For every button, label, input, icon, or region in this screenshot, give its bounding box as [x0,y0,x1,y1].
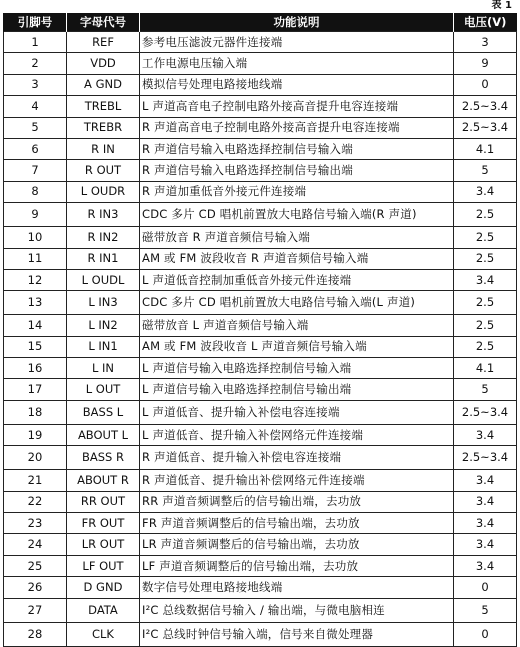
table-row [4,358,517,379]
pin-function: I²C 总线数据信号输入 / 输出端，与微电脑相连 [140,598,454,622]
pin-code: L IN1 [67,336,140,357]
header-voltage: 电压(V) [454,13,517,32]
pin-function: L 声道低音、提升输入补偿电容连接端 [140,400,454,424]
pin-number: 14 [4,315,67,336]
pin-function: L 声道低音、提升输入补偿网络元件连接端 [140,424,454,445]
pin-number: 25 [4,555,67,576]
table-row [4,446,517,470]
table-row [4,622,517,646]
pin-code: L OUDL [67,269,140,290]
table-row [4,400,517,424]
pin-number: 19 [4,424,67,445]
table-row [4,491,517,512]
table-row [4,424,517,445]
pin-number: 11 [4,248,67,269]
pin-voltage: 2.5~3.4 [454,446,517,470]
pin-code: A GND [67,74,140,95]
header-code: 字母代号 [67,13,140,32]
pin-code: FR OUT [67,513,140,534]
pin-number: 8 [4,181,67,202]
table-row [4,138,517,159]
pin-function: 模拟信号处理电路接地线端 [140,74,454,95]
pin-function: L 声道低音控制加重低音外接元件连接端 [140,269,454,290]
table-row [4,32,517,53]
pin-code: CLK [67,622,140,646]
pin-voltage: 2.5~3.4 [454,96,517,117]
pin-code: RR OUT [67,491,140,512]
table-row [4,555,517,576]
pin-code: BASS L [67,400,140,424]
pin-function: 磁带放音 R 声道音频信号输入端 [140,227,454,248]
table-row [4,315,517,336]
pin-voltage: 3.4 [454,491,517,512]
pin-function: R 声道低音、提升输入补偿电容连接端 [140,446,454,470]
pin-function: AM 或 FM 波段收音 R 声道音频信号输入端 [140,248,454,269]
table-row [4,513,517,534]
pin-code: ABOUT R [67,470,140,491]
pin-number: 6 [4,138,67,159]
pin-code: D GND [67,577,140,598]
pin-voltage: 0 [454,577,517,598]
pin-function: L 声道信号输入电路选择控制信号输入端 [140,358,454,379]
pin-code: L IN2 [67,315,140,336]
pin-number: 13 [4,291,67,315]
pin-voltage: 3.4 [454,534,517,555]
pin-voltage: 3.4 [454,269,517,290]
header-function: 功能说明 [140,13,454,32]
pin-code: R IN3 [67,203,140,227]
pin-function: R 声道高音电子控制电路外接高音提升电容连接端 [140,117,454,138]
pin-function: I²C 总线时钟信号输入端，信号来自微处理器 [140,622,454,646]
pin-number: 18 [4,400,67,424]
pin-number: 27 [4,598,67,622]
pin-number: 15 [4,336,67,357]
table-row [4,117,517,138]
pin-function: R 声道加重低音外接元件连接端 [140,181,454,202]
pin-code: L IN [67,358,140,379]
pin-code: L OUT [67,379,140,400]
pin-function: L 声道高音电子控制电路外接高音提升电容连接端 [140,96,454,117]
pin-function: AM 或 FM 波段收音 L 声道音频信号输入端 [140,336,454,357]
pin-function: R 声道信号输入电路选择控制信号输入端 [140,138,454,159]
table-row [4,379,517,400]
pin-voltage: 2.5 [454,291,517,315]
pin-number: 10 [4,227,67,248]
pin-number: 4 [4,96,67,117]
pin-function: LF 声道音频调整后的信号输出端，去功放 [140,555,454,576]
pin-number: 1 [4,32,67,53]
pin-voltage: 3.4 [454,181,517,202]
table-row [4,291,517,315]
pin-voltage: 3.4 [454,424,517,445]
pin-function: 数字信号处理电路接地线端 [140,577,454,598]
pin-voltage: 3 [454,32,517,53]
pin-voltage: 5 [454,598,517,622]
pin-voltage: 9 [454,53,517,74]
table-row [4,227,517,248]
pin-code: ABOUT L [67,424,140,445]
pin-code: BASS R [67,446,140,470]
pin-number: 21 [4,470,67,491]
pin-code: TREBR [67,117,140,138]
table-row [4,598,517,622]
table-row [4,269,517,290]
pin-number: 2 [4,53,67,74]
table-row [4,96,517,117]
pin-function: R 声道信号输入电路选择控制信号输出端 [140,160,454,181]
pin-function: L 声道信号输入电路选择控制信号输出端 [140,379,454,400]
pin-function: RR 声道音频调整后的信号输出端，去功放 [140,491,454,512]
pin-code: VDD [67,53,140,74]
pin-voltage: 2.5 [454,336,517,357]
pin-number: 20 [4,446,67,470]
pin-function: CDC 多片 CD 唱机前置放大电路信号输入端(R 声道) [140,203,454,227]
table-row [4,203,517,227]
table-row [4,248,517,269]
table-row [4,181,517,202]
table-row [4,74,517,95]
pin-voltage: 4.1 [454,138,517,159]
pin-number: 23 [4,513,67,534]
pin-function: 工作电源电压输入端 [140,53,454,74]
pin-code: L IN3 [67,291,140,315]
pin-voltage: 3.4 [454,470,517,491]
pin-voltage: 5 [454,379,517,400]
pin-code: LF OUT [67,555,140,576]
pin-code: DATA [67,598,140,622]
pin-function: 磁带放音 L 声道音频信号输入端 [140,315,454,336]
pin-function: R 声道低音、提升输出补偿网络元件连接端 [140,470,454,491]
pin-code: L OUDR [67,181,140,202]
pin-voltage: 4.1 [454,358,517,379]
pin-code: R IN [67,138,140,159]
pin-number: 28 [4,622,67,646]
pin-code: LR OUT [67,534,140,555]
pin-voltage: 2.5~3.4 [454,117,517,138]
pin-function: FR 声道音频调整后的信号输出端，去功放 [140,513,454,534]
pin-voltage: 3.4 [454,513,517,534]
pin-voltage: 2.5 [454,227,517,248]
pin-code: R IN2 [67,227,140,248]
pin-number: 24 [4,534,67,555]
pin-function: CDC 多片 CD 唱机前置放大电路信号输入端(L 声道) [140,291,454,315]
pin-code: REF [67,32,140,53]
pin-number: 12 [4,269,67,290]
table-row [4,336,517,357]
pin-number: 22 [4,491,67,512]
pin-voltage: 0 [454,622,517,646]
pin-number: 17 [4,379,67,400]
table-row [4,577,517,598]
pin-voltage: 2.5~3.4 [454,400,517,424]
table-caption [0,0,520,12]
pin-code: R OUT [67,160,140,181]
pin-voltage: 0 [454,74,517,95]
pin-number: 26 [4,577,67,598]
pin-number: 5 [4,117,67,138]
table-row [4,534,517,555]
pin-number: 16 [4,358,67,379]
table-body [4,32,517,647]
table-row [4,53,517,74]
pin-voltage: 3.4 [454,555,517,576]
table-row [4,470,517,491]
pin-function: LR 声道音频调整后的信号输出端，去功放 [140,534,454,555]
pin-function-table [3,13,517,647]
pin-voltage: 2.5 [454,315,517,336]
pin-number: 7 [4,160,67,181]
pin-voltage: 2.5 [454,248,517,269]
table-number: 表 1 [491,0,512,11]
table-row [4,160,517,181]
header-row [4,13,517,32]
pin-function: 参考电压滤波元器件连接端 [140,32,454,53]
pin-voltage: 5 [454,160,517,181]
pin-code: R IN1 [67,248,140,269]
pin-code: TREBL [67,96,140,117]
pin-voltage: 2.5 [454,203,517,227]
pin-number: 3 [4,74,67,95]
header-pin: 引脚号 [4,13,67,32]
pin-number: 9 [4,203,67,227]
